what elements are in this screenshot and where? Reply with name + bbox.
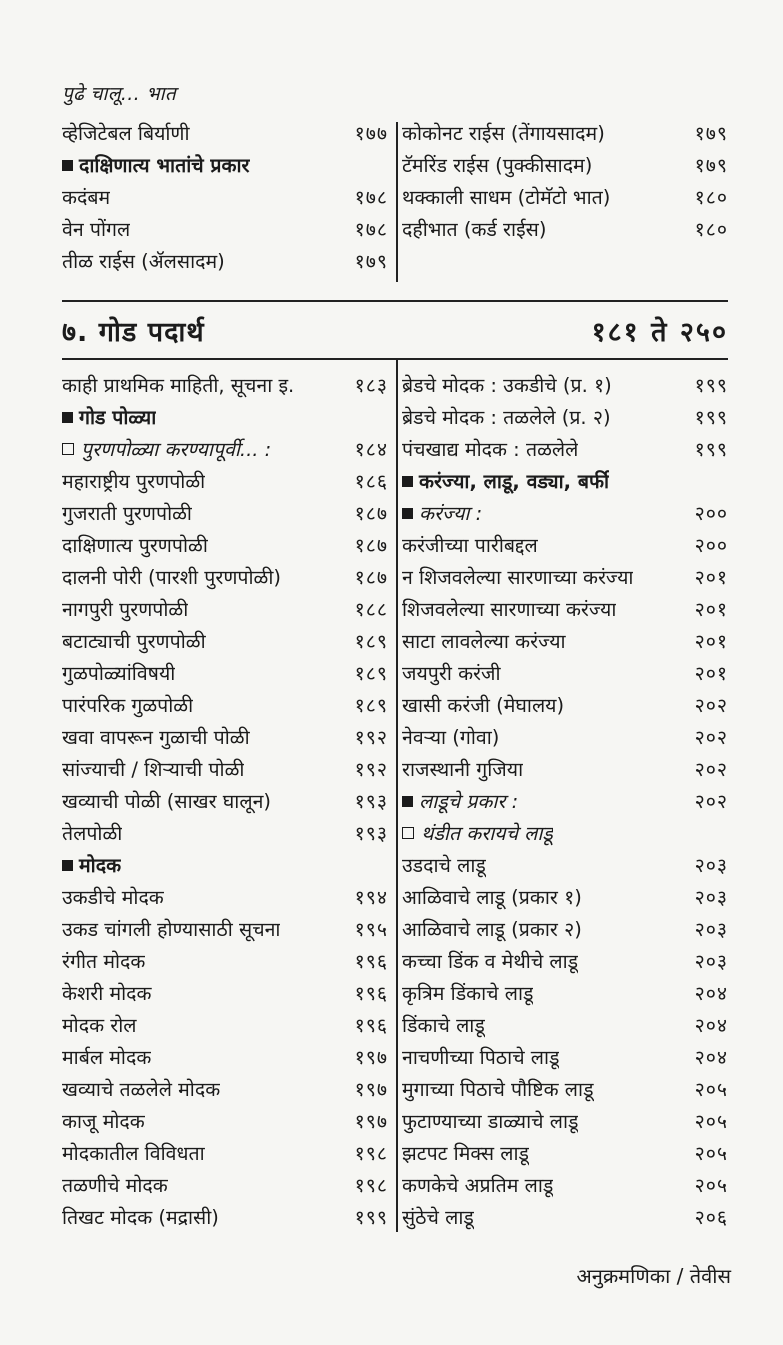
toc-entry-text: साटा लावलेल्या करंज्या [402,630,566,653]
toc-entry [62,914,388,946]
toc-page-number: २०१ [694,598,728,621]
toc-entry-text: खवा वापरून गुळाची पोळी [62,726,250,749]
toc-entry [402,1074,728,1106]
toc-page-number: १९६ [354,1014,388,1037]
toc-entry-text: खव्याचे तळलेले मोदक [62,1078,221,1101]
toc-entry [62,946,388,978]
toc-page-number: १७९ [354,250,388,273]
toc-page-number: १७८ [354,186,388,209]
toc-entry [402,402,728,434]
toc-entry-title [402,402,611,434]
toc-entry-text: उकड चांगली होण्यासाठी सूचना [62,918,281,941]
toc-entry-text: नाचणीच्या पिठाचे लाडू [402,1046,560,1069]
toc-page-number: २०३ [694,854,728,877]
toc-entry [62,466,388,498]
toc-entry-text: काही प्राथमिक माहिती, सूचना इ. [62,374,295,397]
running-head: पुढे चालू... भात [62,83,176,105]
toc-top-left-column [62,118,388,278]
toc-entry [62,370,388,402]
toc-entry-title [402,818,553,850]
toc-page-number: २०२ [694,758,728,781]
toc-entry [62,626,388,658]
toc-page-number: २०२ [694,726,728,749]
toc-entry-title [62,498,192,530]
toc-entry-text: तळणीचे मोदक [62,1174,168,1197]
toc-entry [62,1138,388,1170]
toc-entry-text: मोदक रोल [62,1014,137,1037]
toc-group-heading [62,150,388,182]
toc-entry-text: सांज्याची / शिऱ्याची पोळी [62,758,245,781]
toc-entry-title [62,626,206,658]
toc-page-number: १८० [694,218,728,241]
toc-entry-title [402,498,482,530]
toc-entry-title [402,562,633,594]
toc-entry-text: मार्बल मोदक [62,1046,152,1069]
toc-entry [402,530,728,562]
toc-entry [62,182,388,214]
toc-entry-text: नेवऱ्या (गोवा) [402,726,500,749]
toc-page-number: १९९ [694,438,728,461]
page-footer: अनुक्रमणिका / तेवीस [576,1264,731,1288]
toc-entry-title [62,530,208,562]
toc-entry-text: कृत्रिम डिंकाचे लाडू [402,982,534,1005]
toc-entry-text: थक्काली साधम (टोमॅटो भात) [402,186,611,209]
section-rule-top [62,300,728,302]
filled-square-bullet-icon [62,860,73,871]
toc-entry [402,1106,728,1138]
section-title: ७. गोड पदार्थ [62,316,205,348]
toc-entry [402,434,728,466]
toc-entry [62,978,388,1010]
toc-page-number: १९२ [354,726,388,749]
toc-entry-text: टॅमरिंड राईस (पुक्कीसादम) [402,154,593,177]
toc-page-number: १९५ [354,918,388,941]
toc-entry-title [402,850,486,882]
toc-entry-text: सुंठेचे लाडू [402,1206,474,1229]
toc-entry-text: गुजराती पुरणपोळी [62,502,192,525]
toc-entry [402,1138,728,1170]
toc-entry-title [62,690,193,722]
toc-entry-text: तिखट मोदक (मद्रासी) [62,1206,219,1229]
toc-top-section [62,118,728,283]
toc-entry-title [402,434,578,466]
toc-entry-title [62,1106,145,1138]
toc-entry [402,850,728,882]
toc-page-number: १८० [694,186,728,209]
toc-page-number: १९६ [354,982,388,1005]
toc-entry-title [62,978,152,1010]
toc-entry-title [62,914,280,946]
toc-entry-title [62,118,190,150]
toc-entry-text: गोड पोळ्या [79,406,157,429]
toc-page-number: १९३ [354,822,388,845]
toc-entry [402,182,728,214]
section-page-range: १८१ ते २५० [591,316,728,348]
toc-entry-text: फुटाण्याच्या डाळ्याचे लाडू [402,1110,579,1133]
toc-entry [402,214,728,246]
toc-entry [62,530,388,562]
toc-page-number: २०६ [694,1206,728,1229]
toc-page-number: १८८ [354,598,388,621]
filled-square-bullet-icon [402,476,413,487]
toc-page-number: २०२ [694,790,728,813]
toc-page-number: २०१ [694,662,728,685]
toc-entry [402,118,728,150]
toc-page-number: १७७ [354,122,388,145]
toc-entry [402,562,728,594]
toc-top-right-column [402,118,728,246]
toc-entry [62,214,388,246]
toc-entry-text: थंडीत करायचे लाडू [421,822,553,845]
toc-entry [62,786,388,818]
toc-entry-text: ब्रेडचे मोदक : उकडीचे (प्र. १) [402,374,612,397]
toc-entry-text: जयपुरी करंजी [402,662,501,685]
toc-group-heading [402,466,728,498]
filled-square-bullet-icon [62,412,73,423]
toc-entry [402,690,728,722]
toc-entry-text: आळिवाचे लाडू (प्रकार १) [402,886,582,909]
toc-page-number: २०५ [694,1142,728,1165]
toc-entry-title [402,1138,529,1170]
filled-square-bullet-icon [402,796,413,807]
toc-entry-text: रंगीत मोदक [62,950,146,973]
toc-page-number: २०३ [694,918,728,941]
toc-entry-text: गुळपोळ्यांविषयी [62,662,176,685]
toc-entry [62,594,388,626]
toc-entry-text: खासी करंजी (मेघालय) [402,694,565,717]
section-rule-bottom [62,358,728,360]
toc-page-number: २०४ [694,982,728,1005]
toc-entry [402,786,728,818]
section-heading [62,308,728,352]
toc-entry [62,1074,388,1106]
toc-entry [62,1010,388,1042]
toc-entry-title [62,818,122,850]
toc-page-number: १७८ [354,218,388,241]
toc-entry-title [62,434,271,466]
toc-page-number: २०४ [694,1014,728,1037]
toc-entry-title [402,754,523,786]
toc-entry-title [62,246,225,278]
toc-entry-text: पुरणपोळ्या करण्यापूर्वी... : [81,438,272,461]
toc-entry-title [62,150,250,182]
toc-entry-title [402,150,592,182]
toc-entry-title [62,594,188,626]
toc-entry-title [402,946,578,978]
filled-square-bullet-icon [402,508,413,519]
toc-main-section [62,370,728,1240]
toc-entry-text: खव्याची पोळी (साखर घालून) [62,790,271,813]
toc-entry [402,594,728,626]
toc-page-number: २०४ [694,1046,728,1069]
toc-page-number: १९७ [354,1046,388,1069]
toc-entry [402,978,728,1010]
toc-page-number: १९२ [354,758,388,781]
toc-entry-text: करंज्या : [419,502,483,525]
toc-entry [402,882,728,914]
toc-entry-text: डिंकाचे लाडू [402,1014,485,1037]
toc-entry [62,882,388,914]
toc-entry-title [62,1042,151,1074]
toc-entry [402,626,728,658]
toc-page-number: १९४ [354,886,388,909]
toc-entry-title [402,1106,578,1138]
toc-entry-title [402,182,610,214]
toc-entry [62,1202,388,1234]
toc-entry [62,562,388,594]
toc-entry [62,498,388,530]
toc-group-heading [62,850,388,882]
toc-entry-title [62,850,121,882]
toc-page-number: २०० [694,534,728,557]
toc-page-number: १८९ [354,630,388,653]
toc-entry-title [402,594,616,626]
toc-entry-text: शिजवलेल्या सारणाच्या करंज्या [402,598,617,621]
toc-entry-title [62,786,271,818]
toc-main-right-column [402,370,728,1234]
toc-page-number: २०३ [694,886,728,909]
toc-entry-title [402,1202,474,1234]
toc-page-number: २०१ [694,630,728,653]
toc-entry-title [402,722,499,754]
toc-page-number: १७९ [694,154,728,177]
toc-page-number: २०५ [694,1174,728,1197]
toc-entry-text: दालनी पोरी (पारशी पुरणपोळी) [62,566,282,589]
toc-entry-text: दहीभात (कर्ड राईस) [402,218,547,241]
toc-page-number: १९९ [694,406,728,429]
filled-square-bullet-icon [62,160,73,171]
toc-entry-title [402,978,533,1010]
toc-entry-text: महाराष्ट्रीय पुरणपोळी [62,470,206,493]
toc-entry-text: लाडूचे प्रकार : [419,790,519,813]
toc-entry-title [62,214,130,246]
toc-entry-title [62,658,175,690]
toc-entry-text: कोकोनट राईस (तेंगायसादम) [402,122,605,145]
toc-entry [62,754,388,786]
toc-entry-title [62,370,294,402]
toc-page-number: २०२ [694,694,728,717]
toc-entry-title [402,1010,485,1042]
toc-entry-title [402,914,582,946]
toc-entry-title [402,690,564,722]
toc-entry-text: दाक्षिणात्य भातांचे प्रकार [79,154,250,177]
toc-entry-text: उडदाचे लाडू [402,854,486,877]
toc-page-number: २०० [694,502,728,525]
toc-page-number: १९३ [354,790,388,813]
outline-square-bullet-icon [62,443,74,455]
toc-entry-title [62,754,244,786]
toc-entry-title [62,1170,168,1202]
toc-entry [402,1202,728,1234]
toc-entry-text: केशरी मोदक [62,982,152,1005]
toc-page-number: १९७ [354,1110,388,1133]
toc-entry-text: मोदक [79,854,122,877]
outline-square-bullet-icon [402,827,414,839]
toc-page-number: १८३ [354,374,388,397]
toc-entry-title [402,1170,553,1202]
toc-page-number: १९८ [354,1174,388,1197]
toc-entry [402,498,728,530]
toc-entry-text: कणकेचे अप्रतिम लाडू [402,1174,554,1197]
toc-entry-title [402,466,609,498]
toc-page-number: २०५ [694,1110,728,1133]
toc-page-number: २०३ [694,950,728,973]
toc-entry-text: करंजीच्या पारीबद्दल [402,534,538,557]
toc-entry [402,1010,728,1042]
toc-entry-text: वेन पोंगल [62,218,131,241]
toc-page-number: १८७ [354,502,388,525]
toc-entry-title [402,1074,594,1106]
toc-page-number: १९८ [354,1142,388,1165]
column-divider [396,360,398,1232]
toc-entry-text: व्हेजिटेबल बिर्याणी [62,122,190,145]
toc-entry-text: झटपट मिक्स लाडू [402,1142,529,1165]
toc-entry-text: करंज्या, लाडू, वड्या, बर्फी [419,470,610,493]
toc-group-heading [62,402,388,434]
toc-entry-title [62,402,156,434]
toc-entry [62,246,388,278]
toc-entry-title [402,118,605,150]
toc-entry [62,1106,388,1138]
toc-page-number: १८४ [354,438,388,461]
toc-entry [62,118,388,150]
toc-entry-text: कच्चा डिंक व मेथीचे लाडू [402,950,579,973]
toc-entry-title [402,1042,559,1074]
toc-page-number: १९९ [354,1206,388,1229]
toc-page-number: २०५ [694,1078,728,1101]
toc-entry-title [62,182,110,214]
column-divider [396,122,398,282]
toc-entry [62,1170,388,1202]
toc-entry [402,946,728,978]
toc-page-number: १९७ [354,1078,388,1101]
toc-page-number: १७९ [694,122,728,145]
toc-entry-text: न शिजवलेल्या सारणाच्या करंज्या [402,566,634,589]
toc-entry-text: उकडीचे मोदक [62,886,164,909]
toc-entry-text: मुगाच्या पिठाचे पौष्टिक लाडू [402,1078,594,1101]
toc-entry-text: ब्रेडचे मोदक : तळलेले (प्र. २) [402,406,611,429]
toc-entry [402,818,728,850]
toc-entry [402,754,728,786]
toc-entry-title [62,722,250,754]
toc-page-number: १८७ [354,566,388,589]
toc-entry-text: तीळ राईस (ॲलसादम) [62,250,225,273]
toc-entry-text: काजू मोदक [62,1110,145,1133]
toc-entry-text: पारंपरिक गुळपोळी [62,694,194,717]
toc-entry-title [402,626,566,658]
toc-entry-text: मोदकातील विविधता [62,1142,205,1165]
toc-entry [402,370,728,402]
toc-page-number: १८९ [354,694,388,717]
toc-entry-title [62,1074,220,1106]
toc-entry [62,434,388,466]
toc-entry-title [62,1138,205,1170]
toc-entry [62,722,388,754]
toc-entry-title [402,786,518,818]
toc-page-number: १९६ [354,950,388,973]
toc-entry-title [402,530,538,562]
toc-entry [62,690,388,722]
toc-entry [62,1042,388,1074]
toc-page-number: १९९ [694,374,728,397]
toc-entry-text: दाक्षिणात्य पुरणपोळी [62,534,208,557]
toc-page-number: १८९ [354,662,388,685]
toc-entry-title [62,466,205,498]
toc-entry-title [402,658,501,690]
toc-entry [402,1042,728,1074]
toc-entry-title [402,370,612,402]
toc-main-left-column [62,370,388,1234]
toc-entry [62,818,388,850]
toc-entry-title [62,562,281,594]
toc-entry [402,1170,728,1202]
toc-entry-title [62,1010,137,1042]
toc-entry [402,722,728,754]
toc-entry [62,658,388,690]
toc-entry-title [62,882,164,914]
toc-entry-title [62,946,145,978]
toc-entry-text: पंचखाद्य मोदक : तळलेले [402,438,579,461]
toc-entry-text: कदंबम [62,186,111,209]
toc-page-number: १८७ [354,534,388,557]
toc-entry-text: तेलपोळी [62,822,123,845]
toc-entry-title [402,214,546,246]
toc-entry-text: नागपुरी पुरणपोळी [62,598,189,621]
toc-page-number: २०१ [694,566,728,589]
toc-entry-text: आळिवाचे लाडू (प्रकार २) [402,918,582,941]
toc-entry [402,914,728,946]
toc-entry [402,150,728,182]
toc-entry-text: राजस्थानी गुजिया [402,758,524,781]
toc-entry-text: बटाट्याची पुरणपोळी [62,630,206,653]
toc-entry [402,658,728,690]
toc-entry-title [62,1202,219,1234]
toc-page-number: १८६ [354,470,388,493]
toc-entry-title [402,882,582,914]
